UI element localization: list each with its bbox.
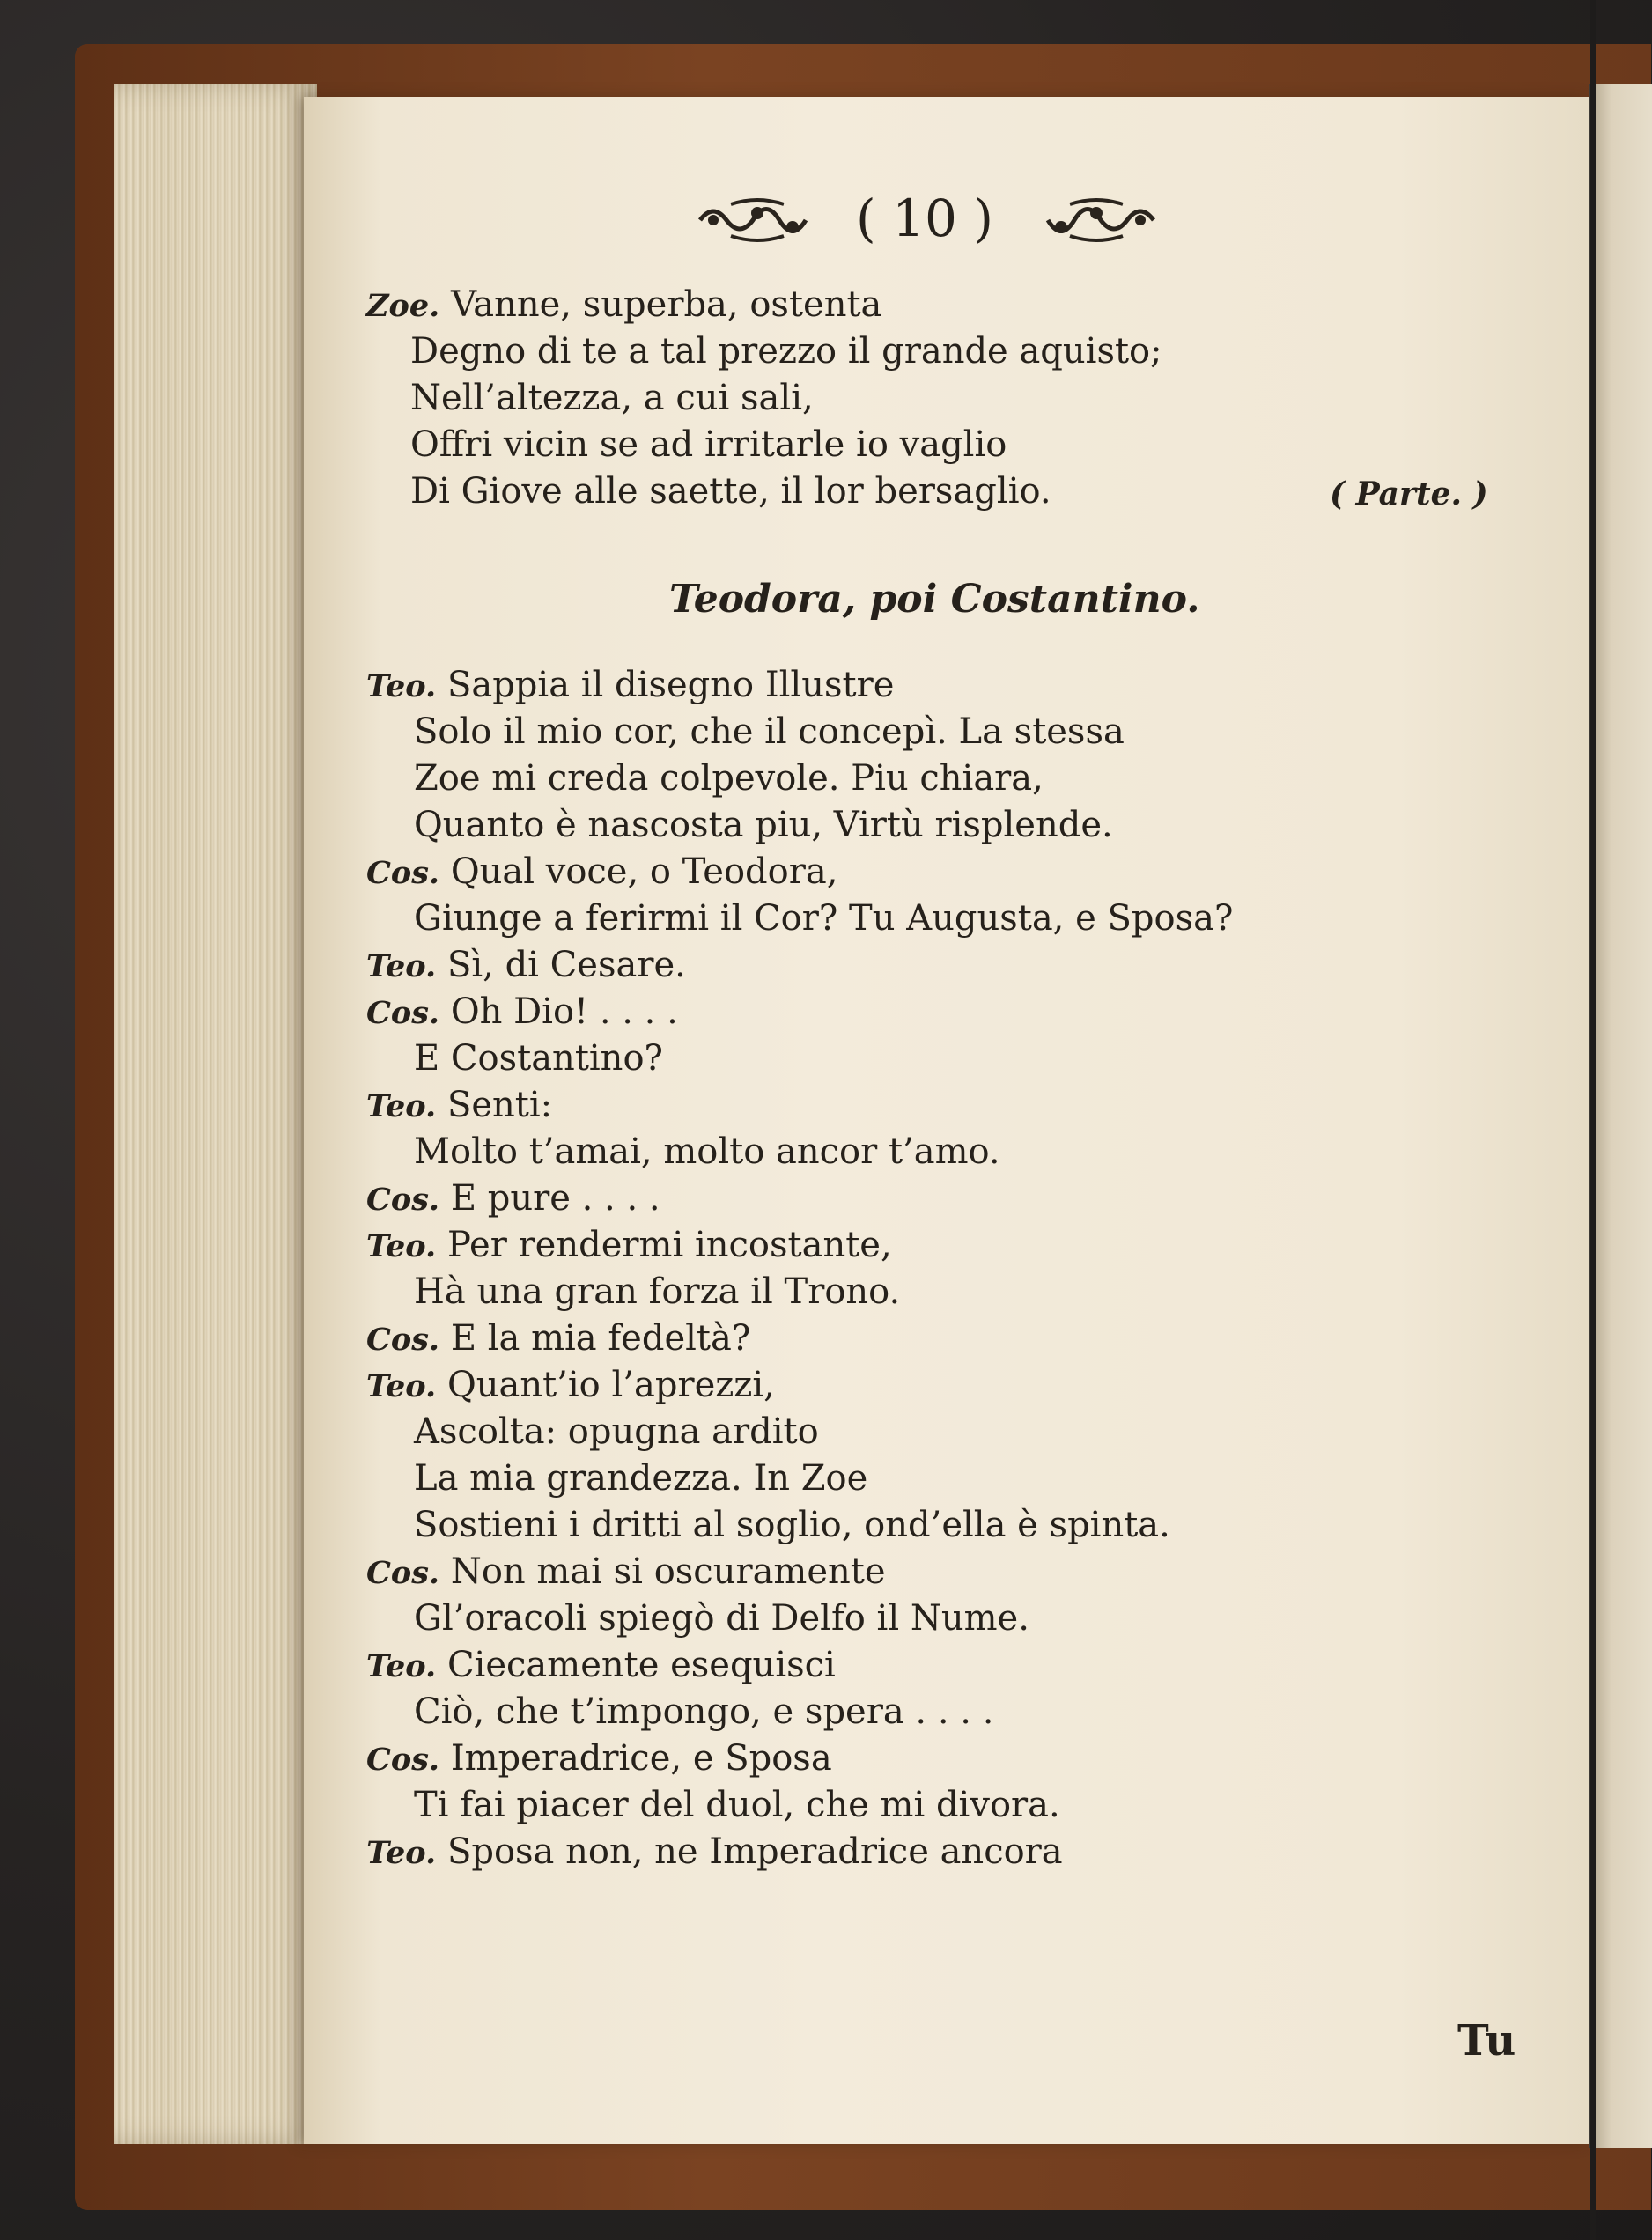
verse-text: Offri vicin se ad irritarle io vaglio (410, 424, 1007, 465)
left-ornament-icon (696, 194, 819, 247)
dialogue-line (414, 895, 1233, 942)
dialogue-line (366, 849, 837, 896)
verse-text: Nell’altezza, a cui sali, (410, 378, 814, 418)
stage-direction: ( Parte. ) (1330, 475, 1488, 512)
verse-text: Di Giove alle saette, il lor bersaglio. (410, 471, 1051, 512)
dialogue-line (366, 942, 686, 990)
dialogue-line (366, 1362, 775, 1410)
speaker-label: Teo. (366, 1648, 437, 1684)
dialogue-line (414, 1409, 819, 1455)
verse-text: Vanne, superba, ostenta (451, 284, 882, 325)
dialogue-line (366, 1735, 832, 1783)
dialogue-line (410, 468, 1051, 515)
verse-text: E Costantino? (414, 1038, 663, 1079)
dialogue-line (366, 1222, 892, 1270)
verse-text: La mia grandezza. In Zoe (414, 1458, 868, 1499)
verse-text: Senti: (446, 1085, 553, 1125)
speaker-label: Cos. (366, 855, 440, 891)
speaker-label: Cos. (366, 1182, 440, 1218)
verse-text: Ti fai piacer del duol, che mi divora. (414, 1785, 1060, 1825)
verse-text: Non mai si oscuramente (450, 1551, 886, 1592)
catchword: Tu (1457, 2016, 1516, 2066)
scene-heading: Teodora, poi Costantino. (669, 577, 1200, 622)
verse-text: Sostieni i dritti al soglio, ond’ella è spinta. (414, 1505, 1170, 1545)
verse-text: Ascolta: opugna ardito (414, 1411, 819, 1452)
right-ornament-icon (1035, 194, 1158, 247)
verse-text: Imperadrice, e Sposa (450, 1738, 832, 1779)
dialogue-line (366, 1082, 552, 1130)
dialogue-line (414, 1035, 663, 1082)
verse-text: Hà una gran forza il Trono. (414, 1271, 901, 1312)
speaker-label: Teo. (366, 668, 437, 704)
speaker-label: Cos. (366, 1555, 440, 1591)
verse-text: Sposa non, ne Imperadrice ancora (446, 1831, 1063, 1872)
speaker-label: Cos. (366, 1742, 440, 1778)
dialogue-line (366, 1315, 750, 1363)
dialogue-line (366, 1642, 836, 1690)
speaker-label: Teo. (366, 948, 437, 984)
dialogue-line (414, 1129, 1000, 1175)
speaker-label: Cos. (366, 995, 440, 1031)
dialogue-line (410, 422, 1007, 468)
dialogue-line (366, 282, 881, 329)
verse-text: Per rendermi incostante, (446, 1225, 892, 1265)
verse-text: Quant’io l’aprezzi, (446, 1365, 775, 1405)
page-header (696, 183, 1154, 254)
speaker-label: Cos. (366, 1322, 440, 1358)
dialogue-line (366, 1829, 1063, 1876)
page-edges (114, 84, 317, 2144)
verse-text: Ciecamente esequisci (446, 1645, 836, 1685)
verse-text: Quanto è nascosta piu, Virtù risplende. (414, 805, 1113, 845)
dialogue-line (366, 1175, 660, 1223)
dialogue-line (366, 989, 678, 1036)
speaker-label: Teo. (366, 1088, 437, 1124)
verse-text: Zoe mi creda colpevole. Piu chiara, (414, 758, 1044, 799)
speaker-label: Zoe. (366, 288, 440, 324)
dialogue-line (414, 755, 1044, 802)
speaker-label: Teo. (366, 1835, 437, 1871)
speaker-label: Teo. (366, 1368, 437, 1404)
verse-text: Gl’oracoli spiegò di Delfo il Nume. (414, 1598, 1029, 1639)
dialogue-line (414, 1689, 993, 1735)
dialogue-line (414, 1502, 1170, 1549)
page-number: ( 10 ) (856, 188, 993, 248)
verse-text: Molto t’amai, molto ancor t’amo. (414, 1131, 1000, 1172)
dialogue-line (414, 1455, 867, 1502)
dialogue-line (366, 1549, 886, 1596)
speaker-label: Teo. (366, 1228, 437, 1264)
facing-page-edge (1589, 84, 1652, 2148)
dialogue-line (410, 375, 814, 422)
verse-text: Degno di te a tal prezzo il grande aquisto; (410, 331, 1162, 372)
verse-text: Ciò, che t’impongo, e spera . . . . (414, 1691, 994, 1732)
verse-text: Oh Dio! . . . . (450, 991, 678, 1032)
verse-text: Solo il mio cor, che il concepì. La stessa (414, 711, 1125, 752)
dialogue-line (410, 328, 1162, 375)
verse-text: Sì, di Cesare. (446, 945, 686, 985)
dialogue-line (414, 802, 1113, 849)
dialogue-line (414, 1595, 1029, 1642)
verse-text: Qual voce, o Teodora, (450, 851, 838, 892)
dialogue-line (414, 1269, 900, 1315)
verse-text: Sappia il disegno Illustre (446, 665, 895, 705)
verse-text: E pure . . . . (450, 1178, 660, 1219)
dialogue-line (414, 709, 1125, 755)
verse-text: E la mia fedeltà? (450, 1318, 751, 1359)
dialogue-line (366, 662, 894, 710)
page-divider (1590, 0, 1596, 2240)
verse-text: Giunge a ferirmi il Cor? Tu Augusta, e Sposa? (414, 898, 1234, 939)
dialogue-line (414, 1782, 1060, 1829)
